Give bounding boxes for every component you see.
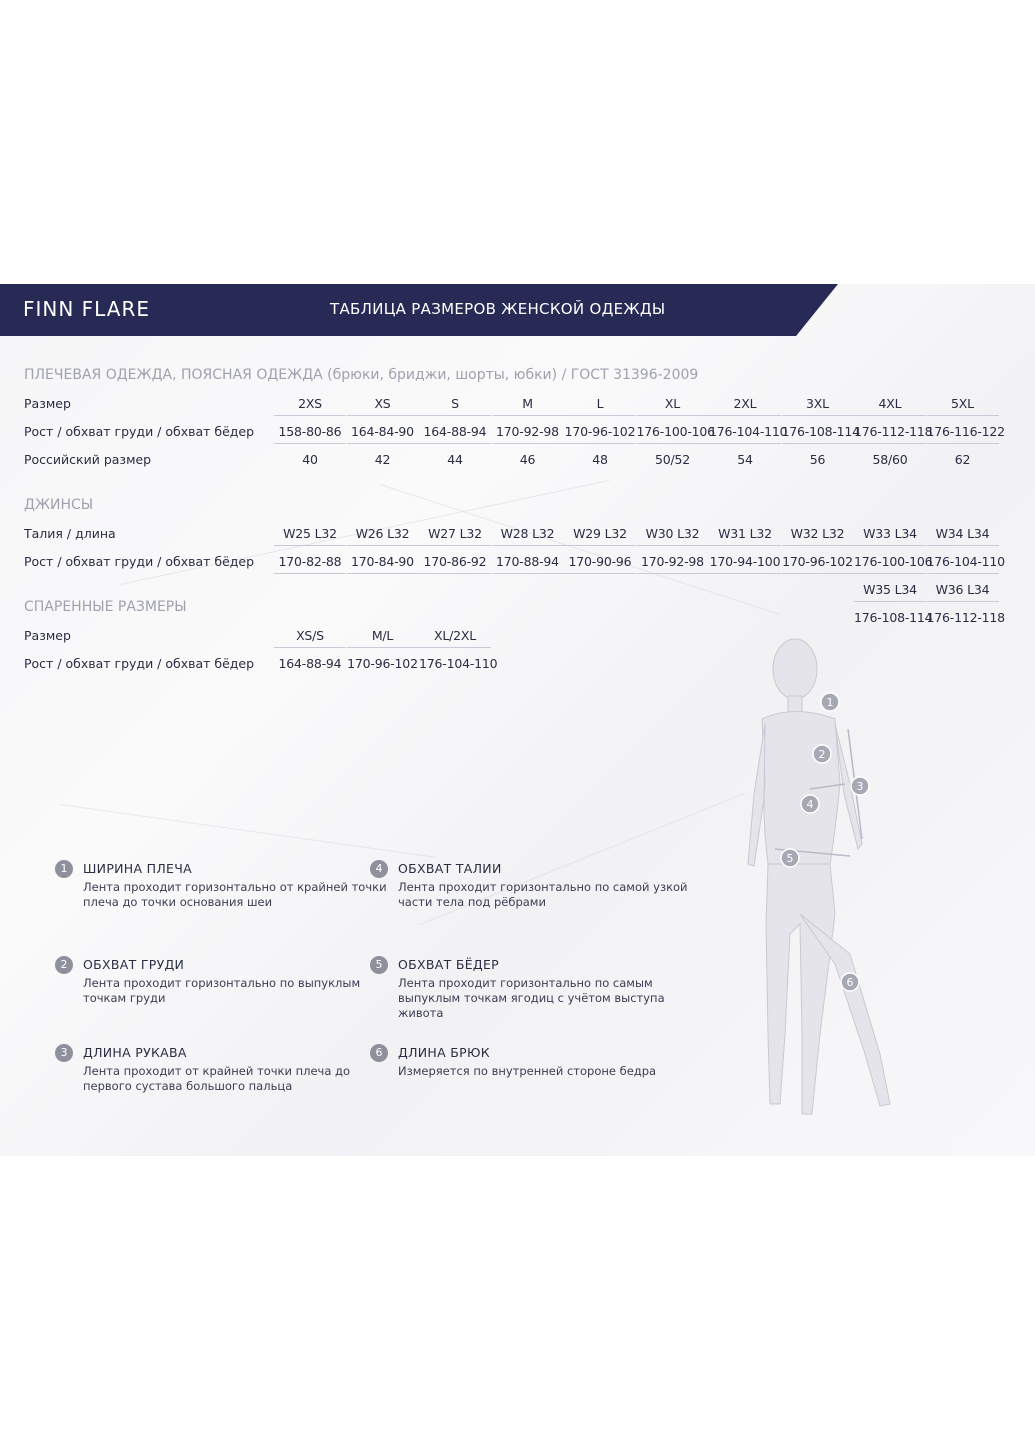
row-label-measures: Рост / обхват груди / обхват бёдер (24, 424, 255, 439)
mannequin-figure (740, 634, 930, 1154)
measure-cell: 176-104-110 (709, 424, 781, 444)
size-chart-sheet (0, 284, 1035, 1156)
paired-size-cell: XS/S (274, 628, 346, 648)
russian-size-cell: 62 (954, 452, 971, 467)
legend-description: Лента проходит от крайней точки плеча до первого сустава большого пальца (83, 1064, 351, 1093)
jeans-size-cell: W29 L32 (564, 526, 636, 546)
jeans-size-cell: W34 L34 (927, 526, 999, 546)
jeans-size-cell: W36 L34 (927, 582, 999, 602)
russian-size-cell: 44 (447, 452, 463, 467)
jeans-measure-cell: 176-104-110 (927, 554, 999, 574)
legend-title: ОБХВАТ БЁДЕР (398, 957, 499, 972)
jeans-size-cell: W33 L34 (854, 526, 926, 546)
size-cell: 3XL (782, 396, 854, 416)
jeans-measure-cell: 170-94-100 (709, 554, 781, 574)
russian-size-cell: 56 (809, 452, 826, 467)
figure-marker-icon (851, 777, 869, 795)
jeans-measure-cell: 170-88-94 (492, 554, 564, 574)
section-title-clothing: ПЛЕЧЕВАЯ ОДЕЖДА, ПОЯСНАЯ ОДЕЖДА (брюки, бриджи, шорты, юбки) / ГОСТ 31396-2009 (24, 367, 699, 383)
measure-cell: 176-112-118 (854, 424, 926, 444)
paired-measure-cell: 164-88-94 (278, 656, 342, 671)
legend-description: Лента проходит горизонтально по выпуклым точкам груди (83, 976, 361, 1005)
size-cell: S (419, 396, 491, 416)
number-badge-icon: 5 (370, 956, 388, 974)
measure-cell: 170-96-102 (564, 424, 636, 444)
jeans-measure-cell: 170-92-98 (637, 554, 709, 574)
russian-size-cell: 50/52 (654, 452, 691, 467)
measure-cell: 176-108-114 (782, 424, 854, 444)
legend-title: ШИРИНА ПЛЕЧА (83, 861, 192, 876)
jeans-size-cell: W26 L32 (347, 526, 419, 546)
measure-cell: 176-100-106 (637, 424, 709, 444)
figure-marker-icon (813, 745, 831, 763)
jeans-measure-cell: 170-96-102 (782, 554, 854, 574)
svg-text:5: 5 (786, 852, 794, 865)
number-badge-icon: 3 (55, 1044, 73, 1062)
svg-text:3: 3 (856, 780, 864, 793)
page-title: ТАБЛИЦА РАЗМЕРОВ ЖЕНСКОЙ ОДЕЖДЫ (330, 300, 666, 318)
row-label-measures: Рост / обхват груди / обхват бёдер (24, 656, 255, 671)
measure-cell: 158-80-86 (274, 424, 346, 444)
figure-marker-icon (801, 795, 819, 813)
row-label-size: Размер (24, 628, 71, 643)
russian-size-cell: 40 (302, 452, 318, 467)
legend-title: ОБХВАТ ТАЛИИ (398, 861, 502, 876)
size-cell: 2XL (709, 396, 781, 416)
jeans-size-cell: W28 L32 (492, 526, 564, 546)
size-cell: L (564, 396, 636, 416)
figure-marker-icon (841, 973, 859, 991)
row-label-measures: Рост / обхват груди / обхват бёдер (24, 554, 255, 569)
jeans-measure-cell: 170-84-90 (347, 554, 419, 574)
figure-marker-icon (821, 693, 839, 711)
legend-description: Лента проходит горизонтально от крайней точки плеча до точки основания шеи (83, 880, 387, 909)
size-cell: XS (347, 396, 419, 416)
number-badge-icon: 6 (370, 1044, 388, 1062)
jeans-measure-cell: 170-86-92 (419, 554, 491, 574)
jeans-size-cell: W27 L32 (419, 526, 491, 546)
paired-size-cell: M/L (347, 628, 419, 648)
jeans-size-cell: W30 L32 (637, 526, 709, 546)
jeans-measure-cell: 170-90-96 (564, 554, 636, 574)
russian-size-cell: 54 (737, 452, 753, 467)
section-title-paired: СПАРЕННЫЕ РАЗМЕРЫ (24, 599, 187, 615)
russian-size-cell: 42 (374, 452, 391, 467)
section-title-jeans: ДЖИНСЫ (24, 497, 94, 513)
brand-logo: FINN FLARE (23, 297, 151, 321)
measure-cell: 164-88-94 (419, 424, 491, 444)
jeans-measure-cell: 176-112-118 (926, 610, 1005, 625)
svg-text:1: 1 (826, 696, 834, 709)
size-cell: M (492, 396, 564, 416)
russian-size-cell: 58/60 (872, 452, 908, 467)
number-badge-icon: 2 (55, 956, 73, 974)
jeans-size-cell: W32 L32 (782, 526, 854, 546)
jeans-measure-cell: 176-100-106 (854, 554, 926, 574)
legend-description: Измеряется по внутренней стороне бедра (398, 1064, 657, 1078)
row-label-size: Размер (24, 396, 71, 411)
measure-cell: 176-116-122 (927, 424, 999, 444)
svg-text:2: 2 (818, 748, 826, 761)
legend-description: Лента проходит горизонтально по самым выпуклым точкам ягодиц с учётом выступа живота (398, 976, 665, 1020)
measure-cell: 170-92-98 (492, 424, 564, 444)
jeans-measure-cell: 176-108-114 (854, 610, 933, 625)
size-cell: XL (637, 396, 709, 416)
legend-title: ДЛИНА РУКАВА (83, 1045, 187, 1060)
number-badge-icon: 4 (370, 860, 388, 878)
figure-marker-icon (781, 849, 799, 867)
paired-measure-cell: 170-96-102 (347, 656, 418, 671)
legend-title: ДЛИНА БРЮК (398, 1045, 490, 1060)
row-label-waist-length: Талия / длина (24, 526, 116, 541)
jeans-size-cell: W31 L32 (709, 526, 781, 546)
legend-description: Лента проходит горизонтально по самой узкой части тела под рёбрами (398, 880, 688, 909)
jeans-size-cell: W35 L34 (854, 582, 926, 602)
russian-size-cell: 46 (519, 452, 536, 467)
number-badge-icon: 1 (55, 860, 73, 878)
legend-title: ОБХВАТ ГРУДИ (83, 957, 185, 972)
size-cell: 2XS (274, 396, 346, 416)
measure-cell: 164-84-90 (347, 424, 419, 444)
svg-text:4: 4 (806, 798, 814, 811)
jeans-measure-cell: 170-82-88 (274, 554, 346, 574)
size-cell: 4XL (854, 396, 926, 416)
jeans-size-cell: W25 L32 (274, 526, 346, 546)
row-label-russian: Российский размер (24, 452, 152, 467)
svg-text:6: 6 (846, 976, 854, 989)
paired-measure-cell: 176-104-110 (419, 656, 498, 671)
russian-size-cell: 48 (592, 452, 608, 467)
paired-size-cell: XL/2XL (419, 628, 491, 648)
size-cell: 5XL (927, 396, 999, 416)
